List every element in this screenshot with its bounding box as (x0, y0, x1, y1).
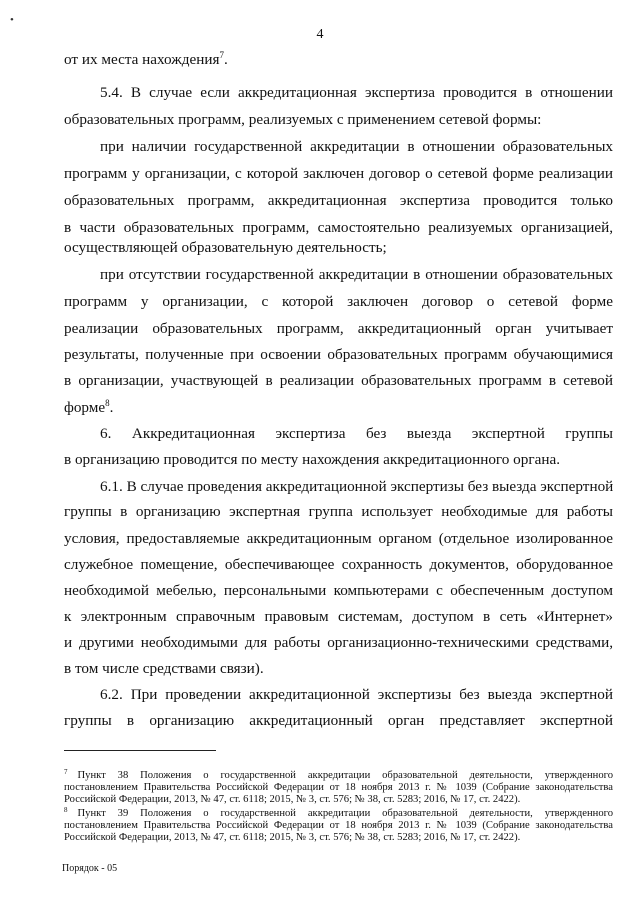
corner-mark: • (10, 14, 14, 26)
footnote-divider (64, 750, 216, 751)
footnote-line: Российской Федерации, 2013, № 47, ст. 6118; 2015, № 3, ст. 576; № 38, ст. 5283; 2016, № 17, ст. 2422). (64, 832, 521, 843)
footnote-line: Российской Федерации, 2013, № 47, ст. 6118; 2015, № 3, ст. 576; № 38, ст. 5283; 2016, № 17, ст. 2422). (64, 794, 521, 805)
text-line: в организацию проводится по месту нахождения аккредитационного органа. (64, 451, 560, 468)
footnote-line: постановлением Правительства Российской Федерации от 18 ноября 2013 г. № 1039 (Собрание законодательства (64, 782, 613, 793)
footnote-mark: 7 (64, 768, 68, 776)
footnote-mark: 8 (64, 806, 68, 814)
text-line: в части образовательных программ, самостоятельно реализуемых организацией, (64, 219, 613, 236)
text-line: необходимой мебелью, персональными компьютерами с обеспеченным доступом (64, 582, 613, 599)
text-line: 6.2. При проведении аккредитационной экспертизы без выезда экспертной (100, 686, 613, 703)
text-line: при отсутствии государственной аккредитации в отношении образовательных (100, 266, 613, 283)
text-line: и другими необходимыми для работы организационно-техническими средствами, (64, 634, 613, 651)
footnote-ref-7[interactable]: 7 (219, 50, 224, 60)
text-line: 5.4. В случае если аккредитационная экспертиза проводится в отношении (100, 84, 613, 101)
text-line: образовательных программ, реализуемых с применением сетевой формы: (64, 111, 542, 128)
footnote-8: $^8$ Пункт 39 Положения о государственной аккредитации образовательной деятельности, утвержденного (64, 806, 613, 819)
text-line: 6. Аккредитационная экспертиза без выезда экспертной группы (100, 425, 613, 442)
text-line: программ у организации, с которой заключен договор о сетевой форме реализации (64, 165, 613, 182)
text-line: условия, предоставляемые аккредитационным органом (отдельное изолированное (64, 530, 613, 547)
text-line: образовательных программ, аккредитационная экспертиза проводится только (64, 192, 613, 209)
text-line: осуществляющей образовательную деятельность; (64, 239, 387, 256)
footnote-line: постановлением Правительства Российской Федерации от 18 ноября 2013 г. № 1039 (Собрание законодательства (64, 820, 613, 831)
text-line: от их места нахождения$^7$. (64, 50, 228, 68)
order-label: Порядок - 05 (62, 863, 118, 874)
footnote-7: $^7$ Пункт 38 Положения о государственной аккредитации образовательной деятельности, утвержденного (64, 768, 613, 781)
text-line: программ у организации, с которой заключен договор о сетевой форме (64, 293, 613, 310)
text-line: группы в организацию аккредитационный орган представляет экспертной (64, 712, 613, 729)
text-line: в организации, участвующей в реализации образовательных программ в сетевой (64, 372, 613, 389)
page-number: 4 (316, 27, 324, 42)
text-line: при наличии государственной аккредитации в отношении образовательных (100, 138, 613, 155)
text-line: группы в организацию экспертная группа использует необходимые для работы (64, 503, 613, 520)
text-line: к электронным справочным правовым системам, доступом в сеть «Интернет» (64, 608, 613, 625)
text-line: результаты, полученные при освоении образовательных программ обучающимися (64, 346, 613, 363)
text-line: форме$^8$. (64, 398, 114, 416)
text-line: в том числе средствами связи). (64, 660, 264, 677)
text-line: 6.1. В случае проведения аккредитационной экспертизы без выезда экспертной (100, 478, 614, 495)
text-line: реализации образовательных программ, аккредитационный орган учитывает (64, 320, 613, 337)
text-line: служебное помещение, обеспечивающее сохранность документов, оборудованное (64, 556, 613, 573)
footnote-ref-8[interactable]: 8 (105, 398, 110, 408)
